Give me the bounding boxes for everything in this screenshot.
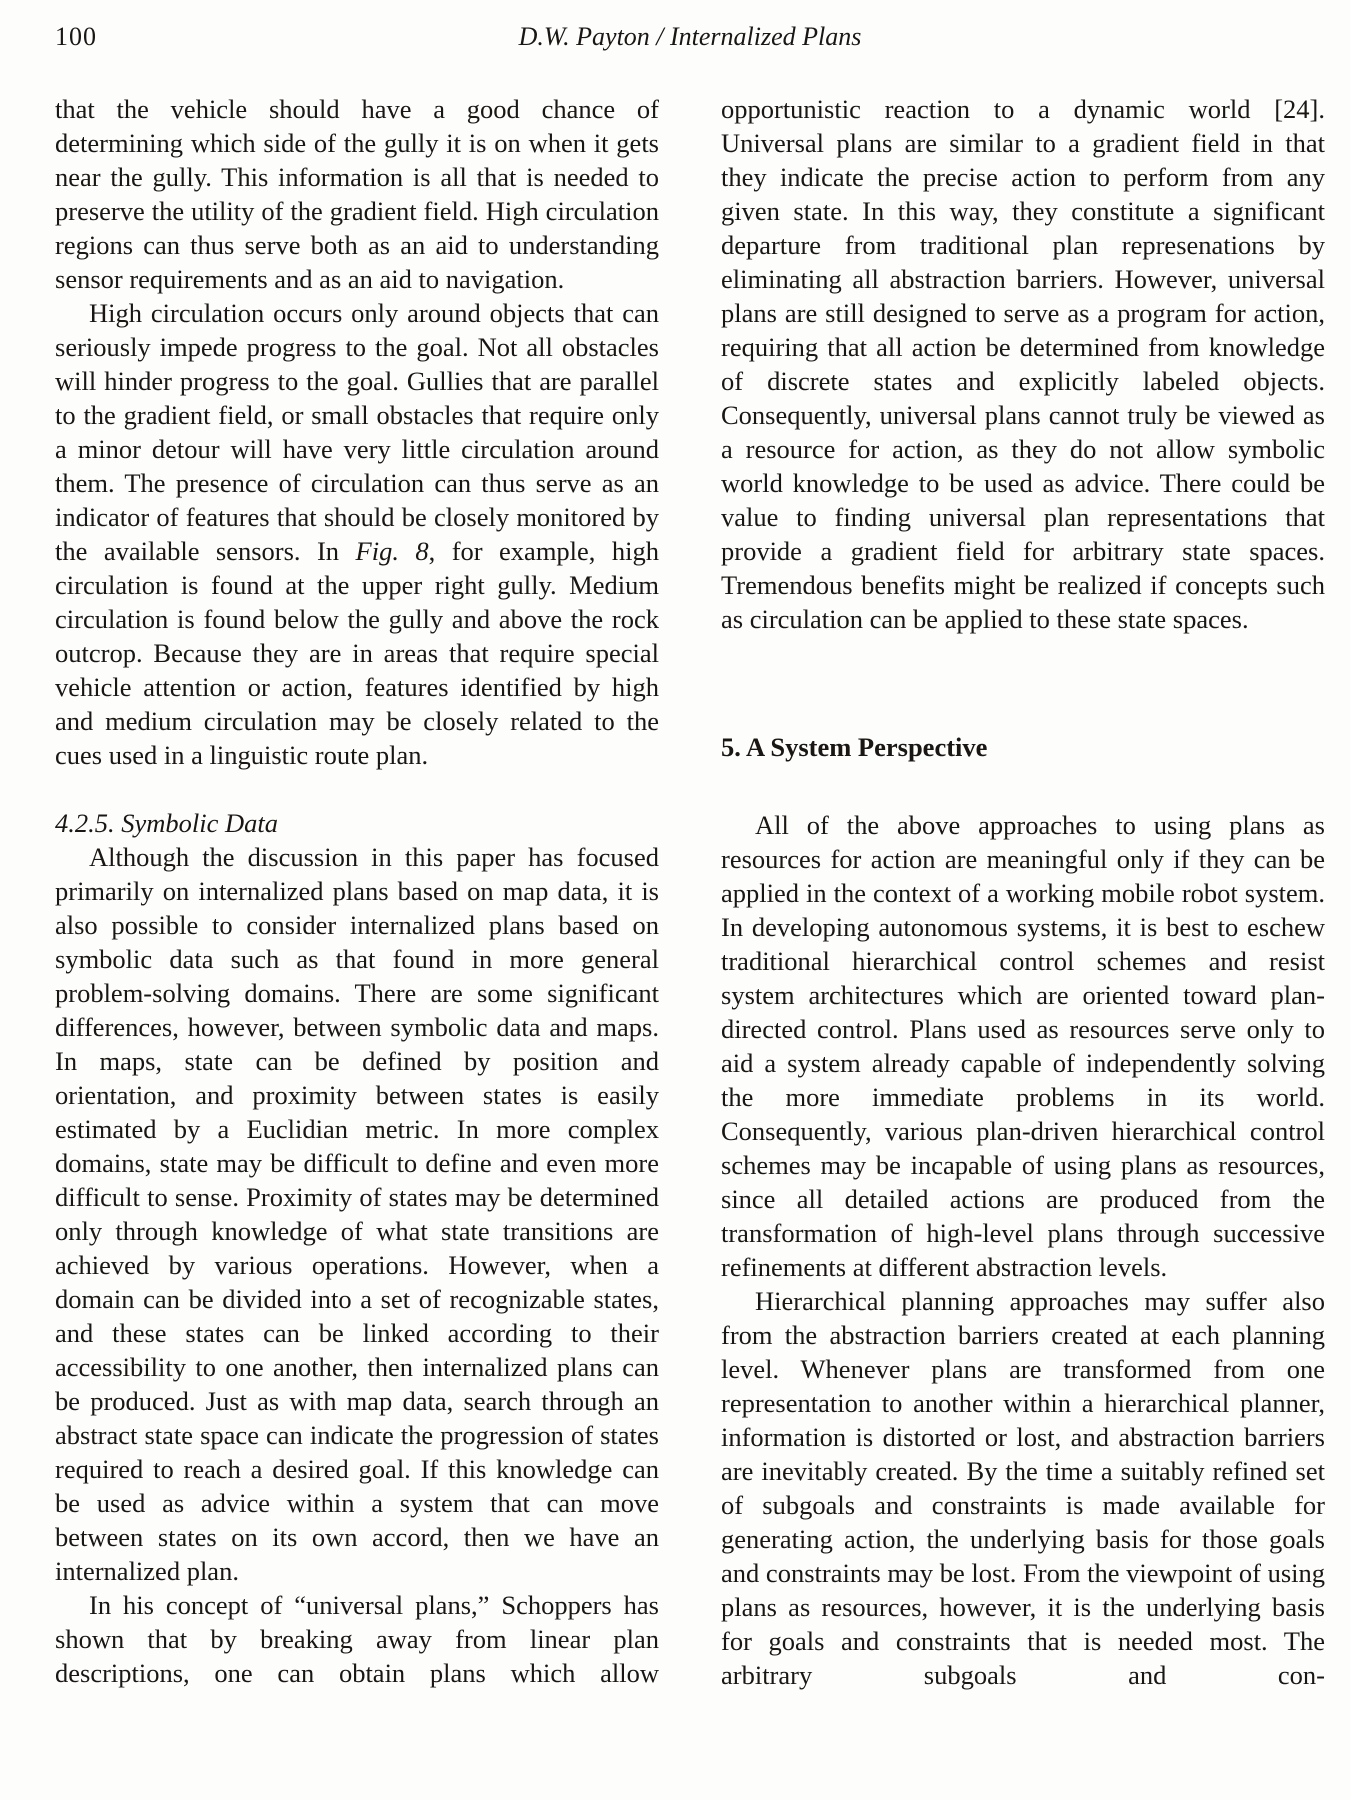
paragraph-universal-plans-intro: In his concept of “universal plans,” Schoppers has shown that by breaking away from linear plan descriptions, one can obtain plans which allow [55, 1590, 659, 1688]
running-head: D.W. Payton / Internalized Plans [518, 22, 862, 51]
paragraph-text-before-figref: High circulation occurs only around objects that can seriously impede progress to the goal. Not all obstacles will hinder progress to the goal. Gullies that are parallel to the gradient field, or small obstacles that require only a minor detour will have very little circulation around them. The presence of circulation can thus serve as an indicator of features that should be closely monitored by the available sensors. In [55, 298, 659, 566]
paragraph-vehicle-gully: that the vehicle should have a good chance of determining which side of the gully it is on when it gets near the gully. This information is all that is needed to preserve the utility of the gradient field. High circulation regions can thus serve both as an aid to understanding sensor requirements and as an aid to navigation. [55, 94, 659, 294]
paragraph-universal-plans: opportunistic reaction to a dynamic world [24]. Universal plans are similar to a gradient field in that they indicate the precise action to perform from any given state. In this way, they constitute a significant departure from traditional plan represenations by eliminating all abstraction barriers. However, universal plans are still designed to serve as a program for action, requiring that all action be determined from knowledge of discrete states and explicitly labeled objects. Consequently, universal plans cannot truly be viewed as a resource for action, as they do not allow symbolic world knowledge to be used as advice. There could be value to finding universal plan representations that provide a gradient field for arbitrary state spaces. Tremendous benefits might be realized if concepts such as circulation can be applied to these state spaces. [721, 94, 1325, 634]
figure-8-reference: Fig. 8 [355, 536, 429, 566]
paragraph-text-after-figref: , for example, high circulation is found at the upper right gully. Medium circulation is found below the gully and above the rock outcrop. Because they are in areas that require special vehicle attention or action, features identified by high and medium circulation may be closely related to the cues used in a linguistic route plan. [55, 536, 659, 770]
left-column [55, 92, 659, 1692]
subsection-heading-symbolic-data: 4.2.5. Symbolic Data [55, 808, 279, 838]
paragraph-hierarchical-planning: Hierarchical planning approaches may suffer also from the abstraction barriers created at each planning level. Whenever plans are transformed from one representation to another within a hierarchical planner, information is distorted or lost, and abstraction barriers are inevitably created. By the time a suitably refined set of subgoals and constraints is made available for generating action, the underlying basis for those goals and constraints may be lost. From the viewpoint of using plans as resources, however, it is the underlying basis for goals and constraints that is needed most. The arbitrary subgoals and con- [721, 1286, 1325, 1690]
paragraph-symbolic-data: Although the discussion in this paper has focused primarily on internalized plans based on map data, it is also possible to consider internalized plans based on symbolic data such as that found in more general problem-solving domains. There are some significant differences, however, between symbolic data and maps. In maps, state can be defined by position and orientation, and proximity between states is easily estimated by a Euclidian metric. In more complex domains, state may be difficult to define and even more difficult to sense. Proximity of states may be determined only through knowledge of what state transitions are achieved by various operations. However, when a domain can be divided into a set of recognizable states, and these states can be linked according to their accessibility to one another, then internalized plans can be produced. Just as with map data, search through an abstract state space can indicate the progression of states required to reach a desired goal. If this knowledge can be used as advice within a system that can move between states on its own accord, then we have an internalized plan. [55, 842, 659, 1586]
paragraph-plans-as-resources: All of the above approaches to using plans as resources for action are meaningful only if they can be applied in the context of a working mobile robot system. In developing autonomous systems, it is best to eschew traditional hierarchical control schemes and resist system architectures which are oriented toward plan-directed control. Plans used as resources serve only to aid a system already capable of independently solving the more immediate problems in its world. Consequently, various plan-driven hierarchical control schemes may be incapable of using plans as resources, since all detailed actions are produced from the transformation of high-level plans through successive refinements at different abstraction levels. [721, 810, 1325, 1282]
section-heading-system-perspective: 5. A System Perspective [721, 732, 988, 762]
two-column-body [55, 92, 1325, 1692]
page-header [55, 20, 1325, 54]
right-column [721, 92, 1325, 1692]
page-number: 100 [55, 22, 97, 51]
paragraph-high-circulation [55, 296, 659, 772]
